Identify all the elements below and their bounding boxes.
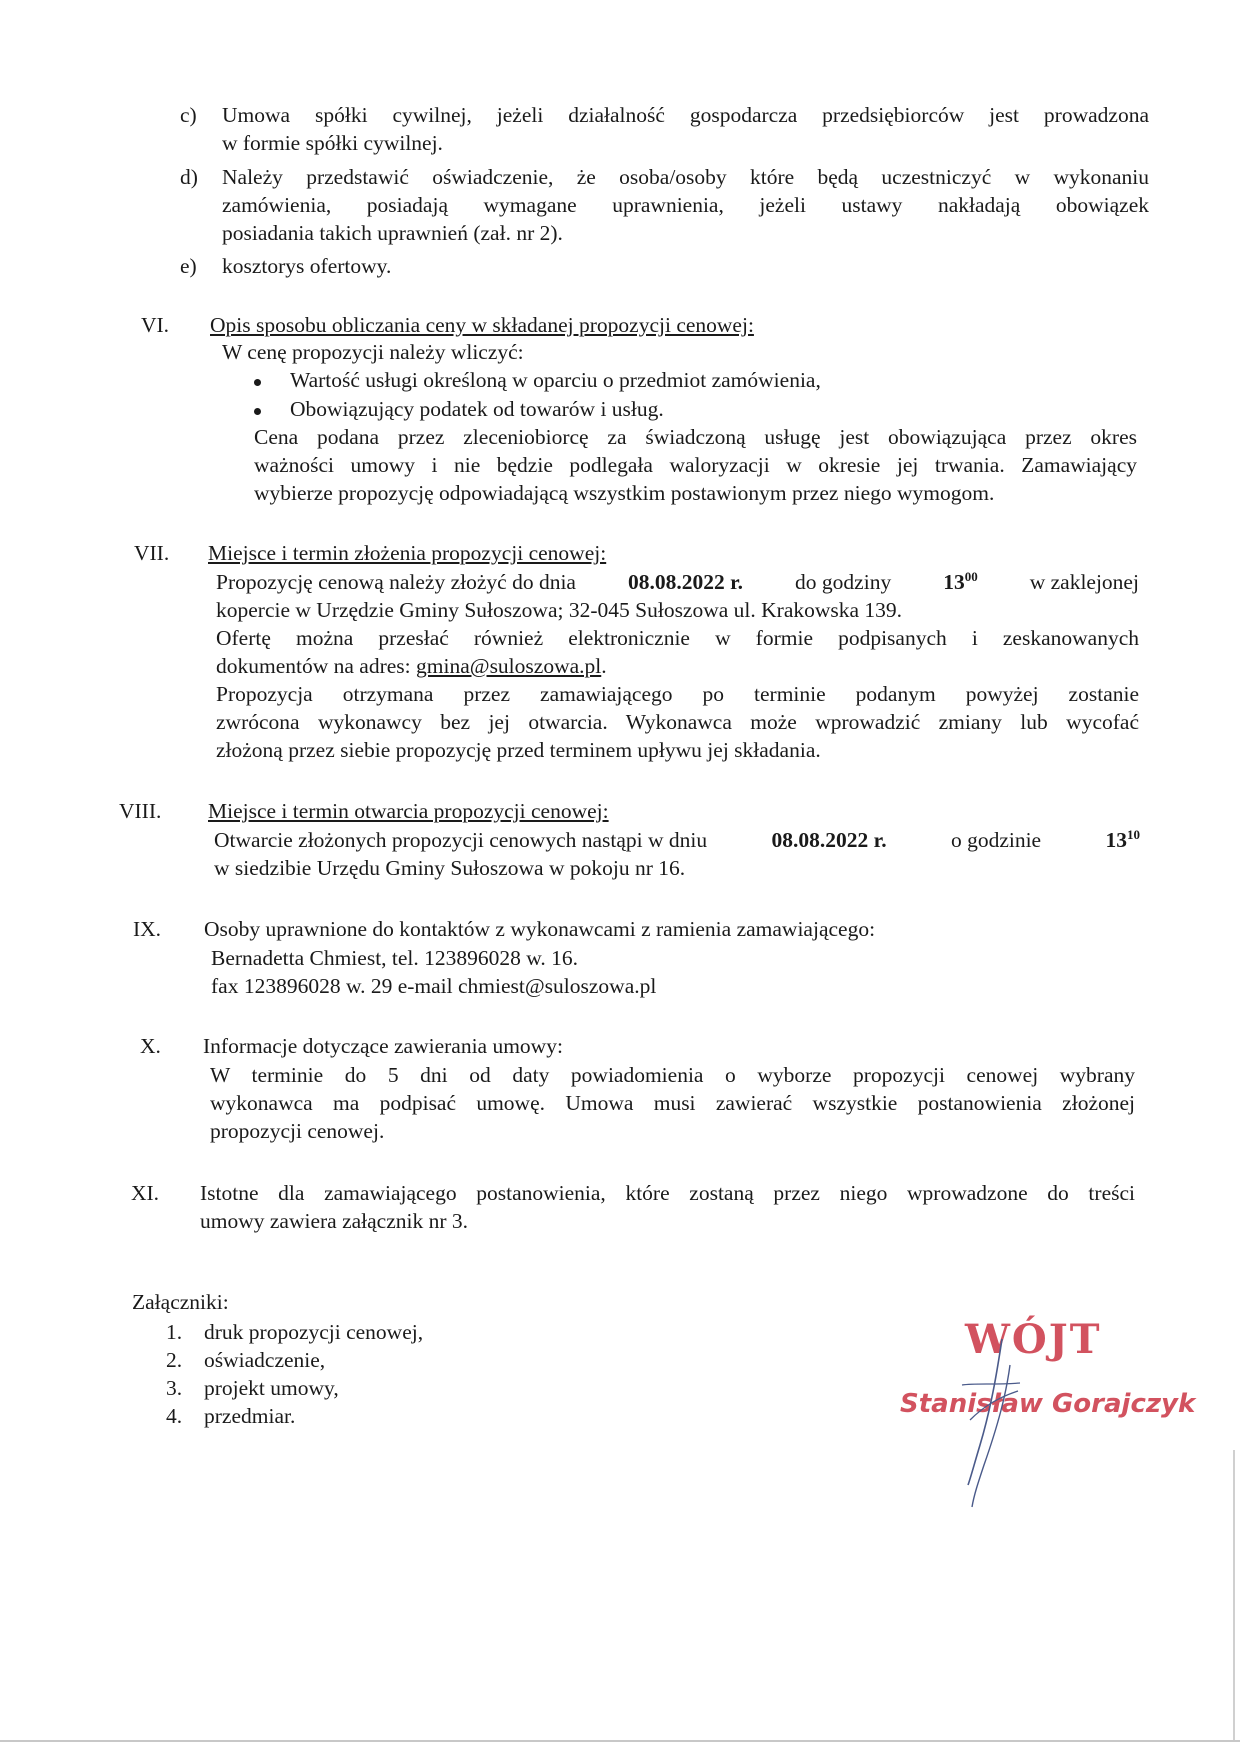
section-line: Ofertę można przesłać również elektronicznie w formie podpisanych i zeskanowanych: [216, 626, 1139, 650]
section-line: [216, 652, 607, 680]
section-number: IX.: [133, 917, 162, 941]
attachment-number: 2.: [166, 1348, 183, 1372]
list-item-text: zamówienia, posiadają wymagane uprawnienia, jeżeli ustawy nakładają obowiązek: [222, 193, 1149, 217]
attachment-number: 4.: [166, 1404, 183, 1428]
section-line: [214, 826, 1140, 854]
section-number: XI.: [131, 1181, 160, 1205]
section-line: kopercie w Urzędzie Gminy Sułoszowa; 32-045 Sułoszowa ul. Krakowska 139.: [216, 598, 903, 622]
deadline-date: 08.08.2022 r.: [627, 570, 744, 594]
section-line: W terminie do 5 dni od daty powiadomienia o wyborze propozycji cenowej wybrany: [210, 1063, 1135, 1087]
section-line: zwrócona wykonawcy bez jej otwarcia. Wykonawca może wprowadzić zmiany lub wycofać: [216, 710, 1139, 734]
list-marker: e): [180, 254, 197, 278]
deadline-hour: [943, 568, 978, 596]
list-item-text: posiadania takich uprawnień (zał. nr 2).: [222, 221, 563, 245]
text-span: do godziny: [795, 570, 892, 594]
stamp-title: WÓJT: [965, 1316, 1102, 1363]
text-span: Propozycję cenową należy złożyć do dnia: [216, 570, 576, 594]
bullet-icon: [254, 379, 261, 386]
hour-value: 13: [943, 570, 965, 594]
email-link[interactable]: gmina@suloszowa.pl: [416, 654, 602, 678]
section-number: VI.: [141, 313, 170, 337]
section-line: umowy zawiera załącznik nr 3.: [200, 1209, 469, 1233]
section-line: wykonawca ma podpisać umowę. Umowa musi zawierać wszystkie postanowienia złożonej: [210, 1091, 1135, 1115]
minute-value: 00: [964, 569, 978, 584]
section-intro: W cenę propozycji należy wliczyć:: [222, 340, 524, 364]
section-line: propozycji cenowej.: [210, 1119, 385, 1143]
text-span: w zaklejonej: [1029, 570, 1139, 594]
attachments-title: Załączniki:: [132, 1290, 229, 1314]
section-line: w siedzibie Urzędu Gminy Sułoszowa w pokoju nr 16.: [214, 856, 686, 880]
section-heading: Miejsce i termin otwarcia propozycji cenowej:: [208, 799, 609, 823]
signature-icon: [940, 1325, 1080, 1510]
section-number: X.: [140, 1034, 161, 1058]
list-marker: d): [180, 165, 198, 189]
section-number: VIII.: [119, 799, 162, 823]
section-line: Osoby uprawnione do kontaktów z wykonawcami z ramienia zamawiającego:: [204, 917, 876, 941]
attachment-text: projekt umowy,: [204, 1376, 339, 1400]
section-line: Propozycja otrzymana przez zamawiającego po terminie podanym powyżej zostanie: [216, 682, 1139, 706]
section-number: VII.: [134, 541, 170, 565]
section-line: Informacje dotyczące zawierania umowy:: [203, 1034, 563, 1058]
section-heading: Miejsce i termin złożenia propozycji cenowej:: [208, 541, 607, 565]
text-span: o godzinie: [950, 828, 1042, 852]
section-line: [216, 568, 1139, 596]
text-span: dokumentów na adres:: [216, 654, 411, 678]
bullet-icon: [254, 408, 261, 415]
section-paragraph: Cena podana przez zleceniobiorcę za świadczoną usługę jest obowiązująca przez okres: [254, 425, 1137, 449]
bullet-text: Wartość usługi określoną w oparciu o przedmiot zamówienia,: [290, 368, 821, 392]
attachment-text: oświadczenie,: [204, 1348, 326, 1372]
section-line: Bernadetta Chmiest, tel. 123896028 w. 16.: [211, 946, 579, 970]
minute-value: 10: [1126, 827, 1140, 842]
section-heading: Opis sposobu obliczania ceny w składanej propozycji cenowej:: [210, 313, 754, 337]
hour-value: 13: [1105, 828, 1127, 852]
attachment-text: przedmiar.: [204, 1404, 296, 1428]
section-line: złożoną przez siebie propozycję przed terminem upływu jej składania.: [216, 738, 821, 762]
text-span: Otwarcie złożonych propozycji cenowych nastąpi w dniu: [214, 828, 708, 852]
list-item-text: Należy przedstawić oświadczenie, że osoba/osoby które będą uczestniczyć w wykonaniu: [222, 165, 1149, 189]
section-paragraph: ważności umowy i nie będzie podlegała waloryzacji w okresie jej trwania. Zamawiający: [254, 453, 1137, 477]
bullet-text: Obowiązujący podatek od towarów i usług.: [290, 397, 664, 421]
attachment-number: 3.: [166, 1376, 183, 1400]
attachment-number: 1.: [166, 1320, 183, 1344]
section-paragraph: wybierze propozycję odpowiadającą wszystkim postawionym przez niego wymogom.: [254, 481, 995, 505]
scan-edge-right: [1233, 1450, 1235, 1740]
list-marker: c): [180, 103, 197, 127]
opening-hour: [1105, 826, 1140, 854]
attachment-text: druk propozycji cenowej,: [204, 1320, 424, 1344]
list-item-text: w formie spółki cywilnej.: [222, 131, 443, 155]
text-span: .: [601, 654, 607, 678]
opening-date: 08.08.2022 r.: [771, 828, 887, 852]
list-item-text: Umowa spółki cywilnej, jeżeli działalność gospodarcza przedsiębiorców jest prowadzona: [222, 103, 1149, 127]
stamp-name: Stanisław Gorajczyk: [900, 1389, 1196, 1419]
section-line: fax 123896028 w. 29 e-mail chmiest@suloszowa.pl: [211, 974, 657, 998]
scan-edge-bottom: [0, 1740, 1240, 1742]
section-line: Istotne dla zamawiającego postanowienia, które zostaną przez niego wprowadzone do treści: [200, 1181, 1135, 1205]
list-item-text: kosztorys ofertowy.: [222, 254, 392, 278]
